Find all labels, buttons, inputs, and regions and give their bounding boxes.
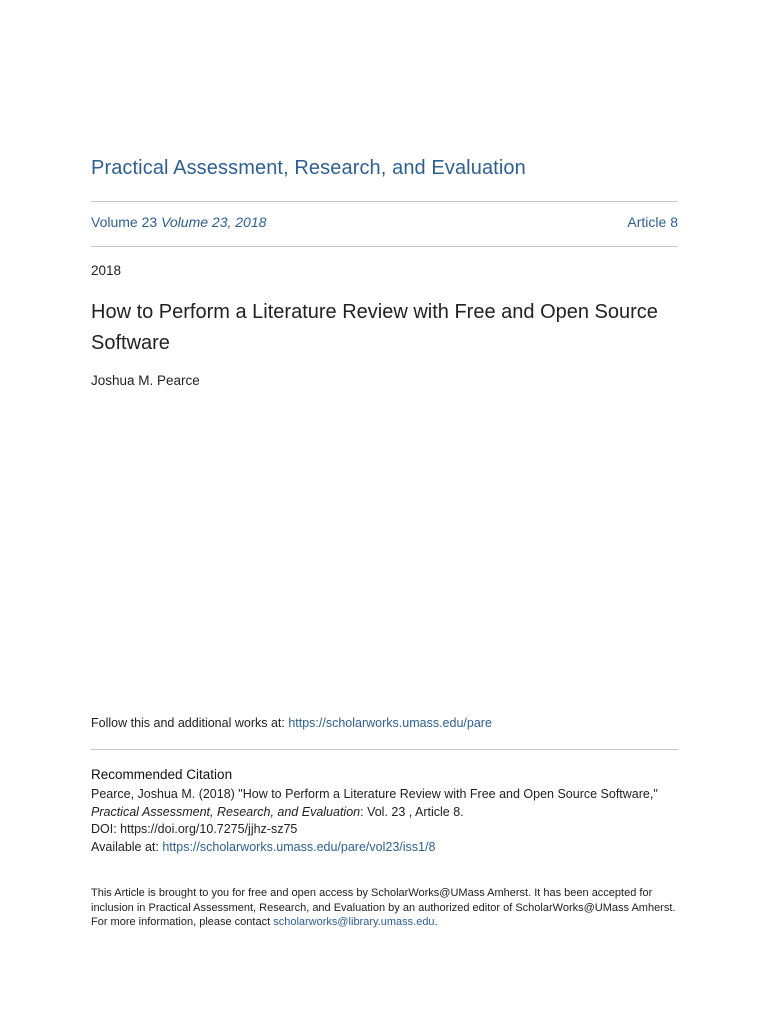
article-title: How to Perform a Literature Review with Free and Open Source Software: [91, 301, 658, 354]
author-name: Joshua M. Pearce: [91, 373, 200, 388]
volume-row: [91, 214, 678, 230]
citation-line-1: Pearce, Joshua M. (2018) "How to Perform a Literature Review with Free and Open Source Software,": [91, 787, 658, 801]
article-number-link[interactable]: Article 8: [627, 214, 678, 230]
citation-divider: [91, 749, 678, 750]
access-notice: [91, 886, 681, 930]
recommended-citation-heading: Recommended Citation: [91, 767, 233, 782]
journal-title-link[interactable]: Practical Assessment, Research, and Evaluation: [91, 157, 526, 179]
access-notice-text: This Article is brought to you for free and open access by ScholarWorks@UMass Amherst. It has been accepted for inclusion in Practical Assessment, Research, and Evaluation by an authorized editor of ScholarWorks@UMass Amherst. For more information, please contact: [91, 887, 676, 928]
citation-available: [91, 839, 691, 857]
available-label: Available at:: [91, 839, 163, 854]
citation-journal: Practical Assessment, Research, and Evaluation: [91, 804, 361, 819]
citation-line-2: [91, 804, 691, 822]
volume-info: [91, 214, 266, 230]
citation-block: [91, 786, 691, 856]
volume-divider: [91, 246, 678, 247]
publication-year: 2018: [91, 263, 122, 278]
citation-doi: DOI: https://doi.org/10.7275/jjhz-sz75: [91, 822, 298, 836]
follow-line: [91, 716, 492, 730]
contact-email-link[interactable]: scholarworks@library.umass.edu: [273, 916, 435, 928]
access-notice-end: .: [434, 916, 438, 928]
follow-link[interactable]: https://scholarworks.umass.edu/pare: [288, 716, 492, 730]
volume-year-link[interactable]: Volume 23, 2018: [161, 214, 267, 230]
follow-text: Follow this and additional works at:: [91, 716, 289, 730]
top-divider: [91, 201, 678, 202]
citation-volume: : Vol. 23 , Article 8.: [360, 804, 464, 819]
volume-link[interactable]: Volume 23: [91, 214, 158, 230]
available-link[interactable]: https://scholarworks.umass.edu/pare/vol23/iss1/8: [162, 839, 436, 854]
